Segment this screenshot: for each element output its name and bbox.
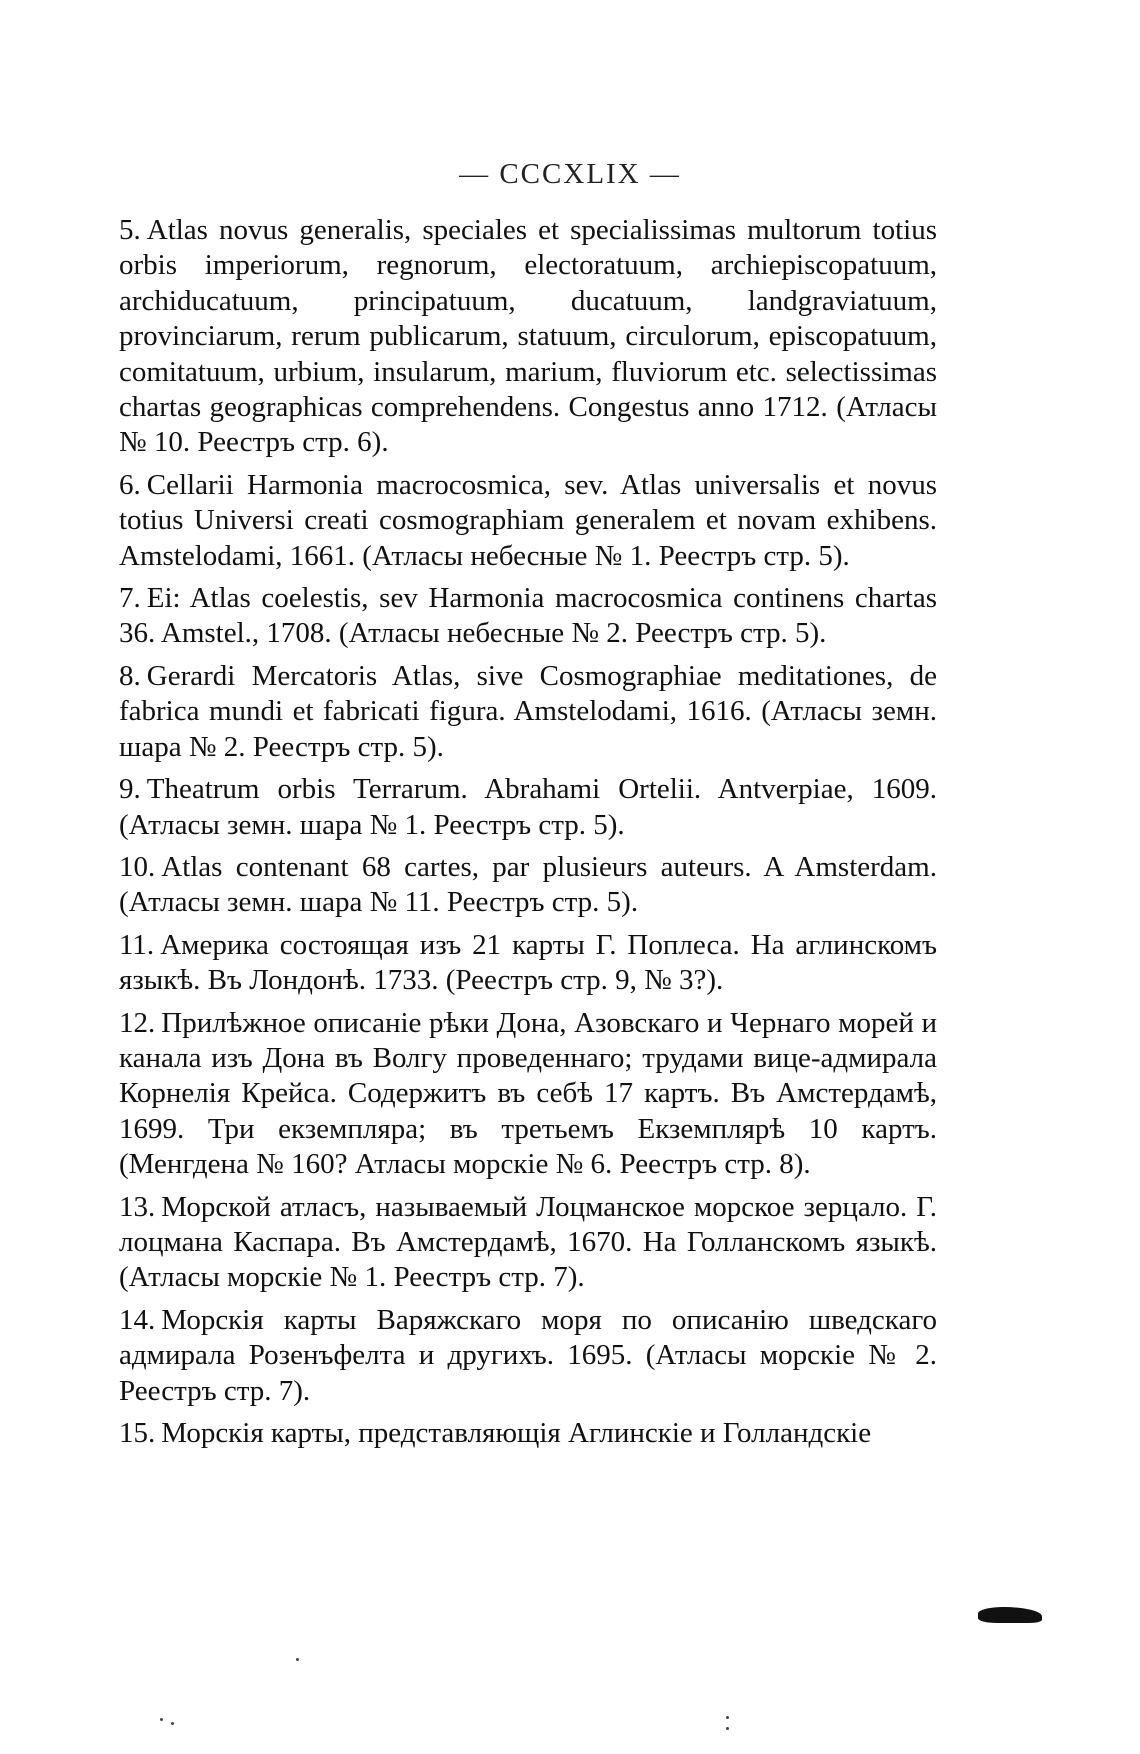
entry-7 (119, 581, 937, 652)
ink-speck (171, 1722, 174, 1725)
entry-number: 9. (119, 773, 141, 806)
entry-11 (119, 928, 937, 999)
ink-speck (296, 1658, 299, 1661)
entry-text: Atlas novus generalis, speciales et specialissimas multorum totius orbis imperiorum, regnorum, electoratuum, archiepiscopatuum, archiducatuum, principatuum, ducatuum, landgraviatuum, provinciarum, rerum publicarum, statuum, circulorum, episcopatuum, comitatuum, urbium, insularum, marium, fluviorum etc. selectissimas chartas geographicas comprehendens. Congestus anno 1712. (Атласы № 10. Реестръ стр. 6). (119, 214, 937, 459)
entry-number: 6. (119, 468, 141, 501)
entry-text: Морскія карты Варяжскаго моря по описанію шведскаго адмирала Розенъфелта и другихъ. 1695. (Атласы морскіе № 2. Реестръ стр. 7). (119, 1303, 937, 1407)
ink-speck (726, 1727, 729, 1730)
entry-number: 11. (119, 928, 155, 961)
page-header: — CCCXLIX — (459, 158, 681, 190)
entry-number: 8. (119, 659, 141, 692)
entry-6 (119, 468, 937, 574)
entry-number: 7. (119, 582, 141, 615)
entry-13 (119, 1190, 937, 1296)
entry-number: 10. (119, 850, 156, 883)
entry-text: Прилѣжное описанie рѣки Дона, Азовскаго и Чернаго морей и канала изъ Дона въ Волгу проведеннаго; трудами вице-адмирала Корнелія Крейса. Содержитъ въ себѣ 17 картъ. Въ Амстердамѣ, 1699. Три екземпляра; въ третьемъ Екземплярѣ 10 картъ. (Менгдена № 160? Атласы морскіе № 6. Реестръ стр. 8). (119, 1006, 937, 1181)
ink-speck (160, 1718, 163, 1721)
entry-text: Морской атласъ, называемый Лоцманское морское зерцало. Г. лоцмана Каспара. Въ Амстердамѣ, 1670. На Голланскомъ языкѣ. (Атласы морскіе № 1. Реестръ стр. 7). (119, 1190, 937, 1294)
entry-number: 13. (119, 1190, 156, 1223)
entry-number: 14. (119, 1303, 156, 1336)
entry-8 (119, 659, 937, 765)
entry-number: 5. (119, 214, 141, 246)
entry-text: Америка состоящая изъ 21 карты Г. Поплеса. На аглинскомъ языкѣ. Въ Лондонѣ. 1733. (Реестръ стр. 9, № 3?). (119, 928, 937, 997)
entry-12 (119, 1006, 937, 1183)
entry-text: Ei: Atlas coelestis, sev Harmonia macrocosmica continens chartas 36. Amstel., 1708. (Атласы небесные № 2. Реестръ стр. 5). (119, 582, 937, 650)
ink-speck (726, 1716, 729, 1719)
entry-number: 12. (119, 1006, 156, 1039)
ink-smudge (978, 1607, 1042, 1623)
entry-text: Морскія карты, представляющія Аглинскіе и Голландскіе (161, 1417, 872, 1449)
entry-number: 15. (119, 1417, 156, 1449)
entry-text: Atlas contenant 68 cartes, par plusieurs auteurs. A Amsterdam. (Атласы земн. шара № 11. Реестръ стр. 5). (119, 850, 937, 919)
entry-15 (119, 1416, 937, 1451)
catalog-text (119, 213, 937, 1458)
entry-text: Theatrum orbis Terrarum. Abrahami Ortelii. Antverpiae, 1609. (Атласы земн. шара № 1. Реестръ стр. 5). (119, 773, 937, 841)
entry-text: Gerardi Mercatoris Atlas, sive Cosmographiae meditationes, de fabrica mundi et fabricati figura. Amstelodami, 1616. (Атласы земн. шара № 2. Реестръ стр. 5). (119, 659, 937, 763)
entry-10 (119, 850, 937, 921)
entry-14 (119, 1303, 937, 1409)
entry-5 (119, 213, 937, 461)
entry-9 (119, 772, 937, 843)
entry-text: Cellarii Harmonia macrocosmica, sev. Atlas universalis et novus totius Universi creati cosmographiam generalem et novam exhibens. Amstelodami, 1661. (Атласы небесные № 1. Реестръ стр. 5). (119, 468, 937, 572)
